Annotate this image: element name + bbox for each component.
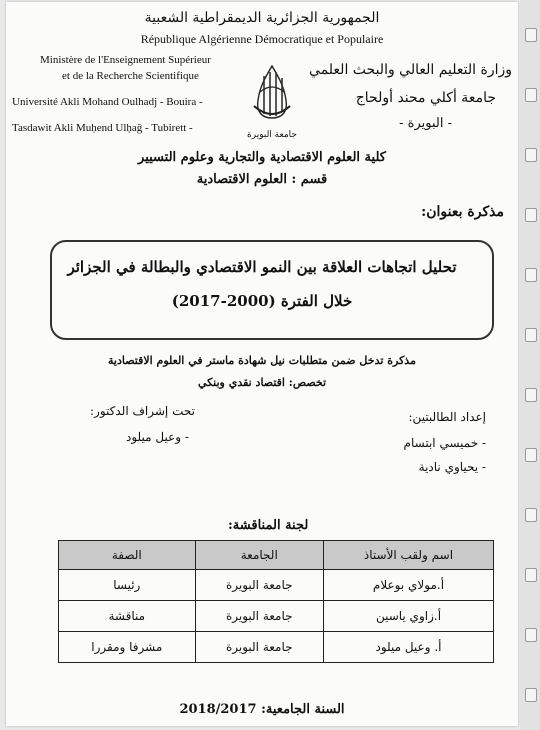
column-header: الجامعة — [195, 541, 323, 570]
degree-purpose: مذكرة تدخل ضمن متطلبات نيل شهادة ماستر في العلوم الاقتصادية — [108, 354, 416, 367]
binder-hole — [525, 688, 537, 702]
table-cell: جامعة البويرة — [195, 570, 323, 601]
university-kabyle: Tasdawit Akli Muḥend Ulḥağ - Tubirett - — [12, 122, 193, 134]
binder-hole — [525, 628, 537, 642]
student-name: - يحياوي نادية — [418, 460, 486, 474]
ministry-arabic: وزارة التعليم العالي والبحث العلمي — [309, 62, 512, 78]
faculty-name: كلية العلوم الاقتصادية والتجارية وعلوم التسيير — [138, 150, 386, 165]
university-french: Université Akli Mohand Oulhadj - Bouira - — [12, 96, 203, 108]
table-cell: مشرفا ومقررا — [59, 632, 196, 663]
table-row — [59, 632, 494, 663]
supervisor-name: - وعيل ميلود — [126, 430, 189, 444]
binder-strip — [520, 0, 540, 730]
binder-hole — [525, 28, 537, 42]
department-name: قسم : العلوم الاقتصادية — [196, 172, 328, 187]
column-header: الصفة — [59, 541, 196, 570]
binder-hole — [525, 148, 537, 162]
binder-hole — [525, 208, 537, 222]
memo-label: مذكرة بعنوان: — [421, 204, 504, 220]
table-cell: أ.زاوي ياسين — [323, 601, 493, 632]
ministry-french-1: Ministère de l'Enseignement Supérieur — [40, 54, 211, 66]
column-header: اسم ولقب الأستاذ — [323, 541, 493, 570]
republic-french: République Algérienne Démocratique et Populaire — [140, 32, 384, 46]
university-logo-icon — [244, 62, 300, 132]
specialty: تخصص: اقتصاد نقدي وبنكي — [197, 376, 327, 389]
thesis-title-line-1: تحليل اتجاهات العلاقة بين النمو الاقتصادي والبطالة في الجزائر — [67, 258, 457, 276]
binder-hole — [525, 508, 537, 522]
academic-year: السنة الجامعية: 2018/2017 — [179, 702, 345, 717]
logo-caption: جامعة البويرة — [247, 130, 297, 140]
document-page — [6, 2, 518, 726]
table-cell: أ.مولاي بوعلام — [323, 570, 493, 601]
thesis-title-line-2: خلال الفترة (2000-2017) — [171, 292, 353, 310]
republic-arabic: الجمهورية الجزائرية الديمقراطية الشعبية — [144, 10, 380, 26]
jury-table — [58, 540, 494, 663]
table-cell: جامعة البويرة — [195, 632, 323, 663]
supervisor-label: تحت إشراف الدكتور: — [90, 404, 195, 418]
table-header-row — [59, 541, 494, 570]
city-arabic: - البويرة - — [399, 116, 452, 131]
binder-hole — [525, 568, 537, 582]
table-cell: أ. وعيل ميلود — [323, 632, 493, 663]
table-cell: مناقشة — [59, 601, 196, 632]
university-arabic: جامعة أكلي محند أولحاج — [355, 90, 496, 106]
table-row — [59, 570, 494, 601]
students-label: إعداد الطالبتين: — [408, 410, 486, 424]
title-box — [50, 240, 494, 340]
binder-hole — [525, 388, 537, 402]
binder-hole — [525, 328, 537, 342]
binder-hole — [525, 268, 537, 282]
ministry-french-2: et de la Recherche Scientifique — [62, 70, 199, 82]
table-cell: جامعة البويرة — [195, 601, 323, 632]
student-name: - خميسي ابتسام — [403, 436, 486, 450]
binder-hole — [525, 448, 537, 462]
binder-hole — [525, 88, 537, 102]
table-cell: رئيسا — [59, 570, 196, 601]
table-row — [59, 601, 494, 632]
jury-title: لجنة المناقشة: — [228, 518, 309, 533]
